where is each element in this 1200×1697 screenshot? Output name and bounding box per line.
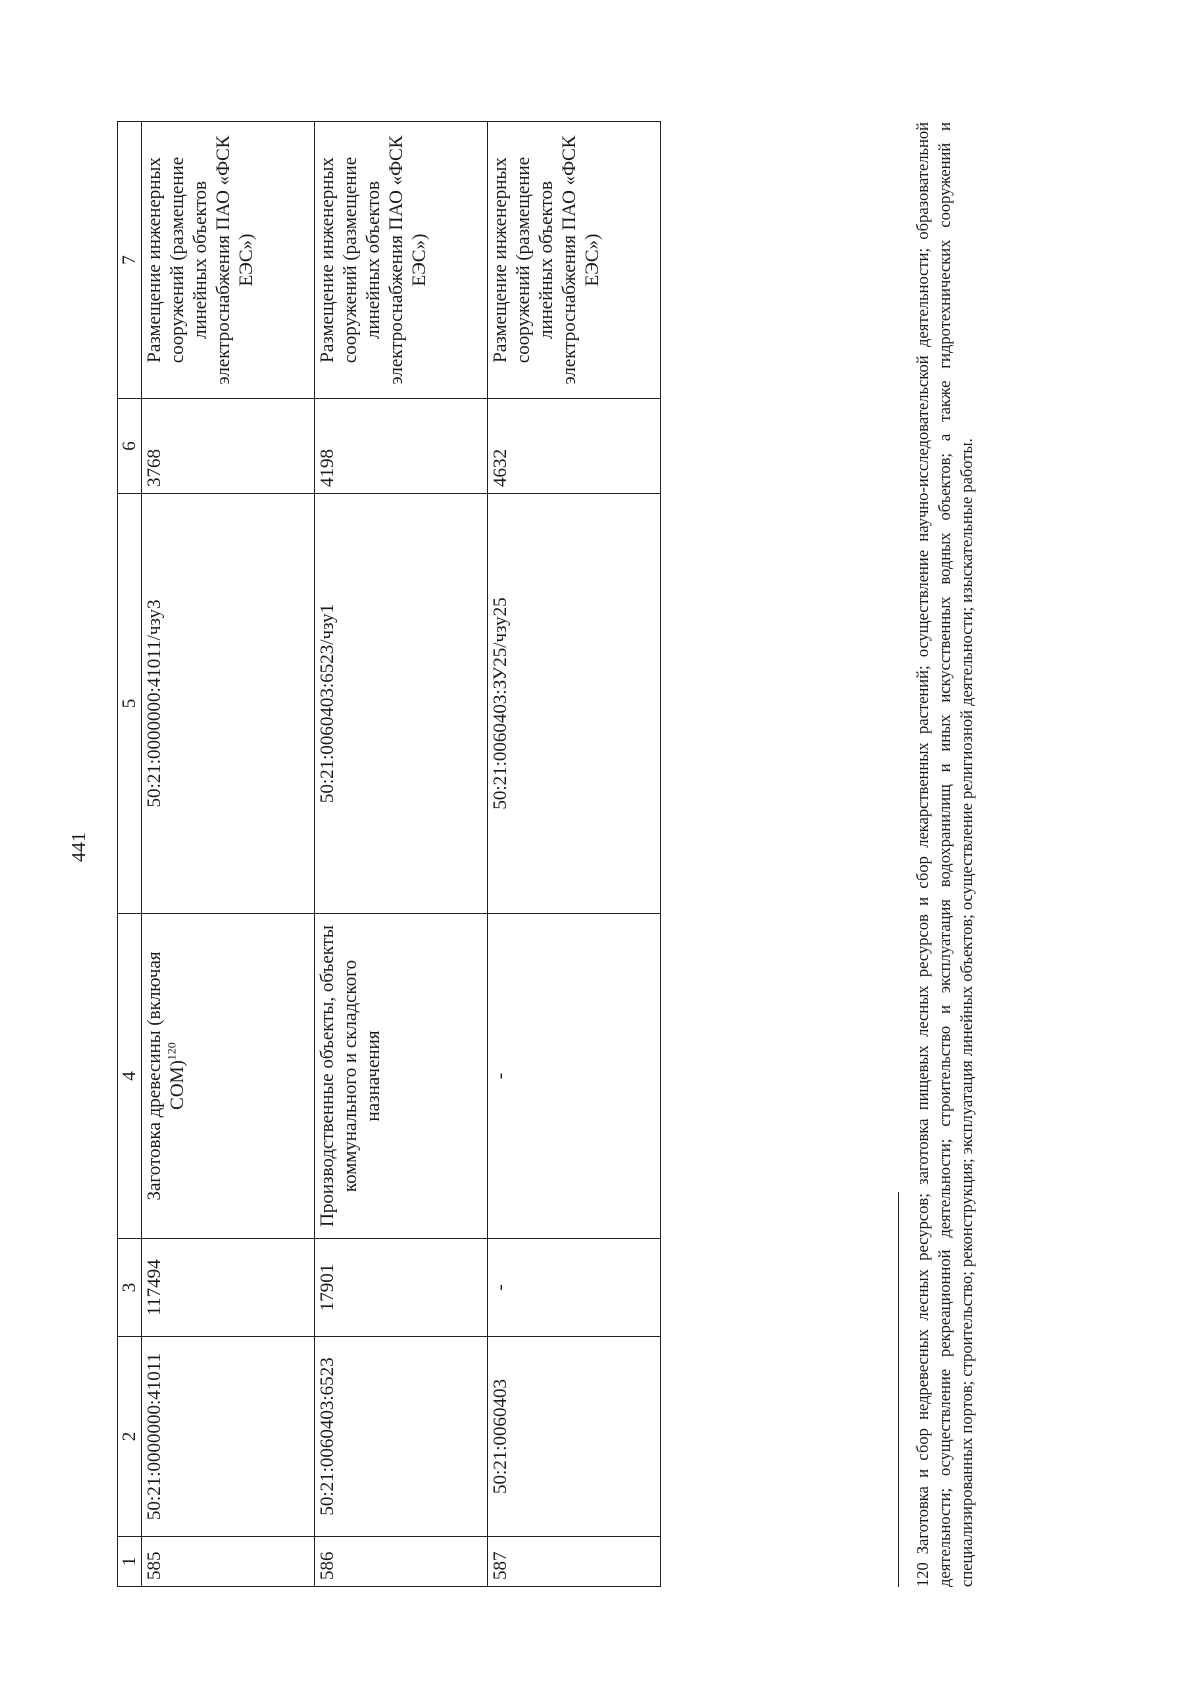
table-row — [488, 122, 661, 1587]
col-header-3: 3 — [118, 1239, 142, 1337]
col-header-5: 5 — [118, 494, 142, 914]
page-number: 441 — [68, 832, 90, 862]
plot-area: - — [488, 1239, 661, 1337]
row-number: 587 — [488, 1537, 661, 1587]
col-header-7: 7 — [118, 122, 142, 399]
land-plots-table — [117, 121, 661, 1587]
table-row — [315, 122, 488, 1587]
cadastral-number: 50:21:0060403:6523 — [315, 1337, 488, 1537]
zone-id: 50:21:0000000:41011/чзу3 — [142, 494, 315, 914]
permitted-use — [488, 914, 661, 1239]
table-header-row — [118, 122, 142, 1587]
col-header-2: 2 — [118, 1337, 142, 1537]
footnote-mark: 120 — [913, 1562, 932, 1587]
row-number: 586 — [315, 1537, 488, 1587]
permitted-use-text: Производственные объекты, объекты коммунального и складского назначения — [317, 925, 384, 1227]
col-header-4: 4 — [118, 914, 142, 1239]
zone-area: 4198 — [315, 399, 488, 494]
footnote-ref: 120 — [164, 1042, 179, 1061]
plot-area: 117494 — [142, 1239, 315, 1337]
cadastral-number: 50:21:0060403 — [488, 1337, 661, 1537]
zone-id: 50:21:0060403:6523/чзу1 — [315, 494, 488, 914]
zone-purpose: Размещение инженерных сооружений (размещение линейных объектов электроснабжения ПАО «ФСК ЕЭС») — [142, 122, 315, 399]
permitted-use-text: Заготовка древесины (включая СОМ) — [144, 951, 188, 1201]
footnote — [912, 122, 978, 1587]
permitted-use — [142, 914, 315, 1239]
permitted-use-text: - — [490, 1072, 511, 1080]
footnote-separator — [898, 1192, 899, 1587]
zone-purpose: Размещение инженерных сооружений (размещение линейных объектов электроснабжения ПАО «ФСК ЕЭС») — [488, 122, 661, 399]
table-row — [142, 122, 315, 1587]
permitted-use — [315, 914, 488, 1239]
cadastral-number: 50:21:0000000:41011 — [142, 1337, 315, 1537]
zone-id: 50:21:0060403:ЗУ25/чзу25 — [488, 494, 661, 914]
col-header-1: 1 — [118, 1537, 142, 1587]
footnote-text: Заготовка и сбор недревесных лесных ресурсов; заготовка пищевых лесных ресурсов и сбор лекарственных растений; осуществление научно-исследовательской деятельности; образовательной деятельности; осуществление рекреационной деятельности; строительство и эксплуатация водохранилищ и иных искусственных водных объектов; а также гидротехнических сооружений и специализированных портов; строительство; реконструкция; эксплуатация линейных объектов; осуществление религиозной деятельности; изыскательные работы. — [913, 122, 976, 1587]
zone-area: 4632 — [488, 399, 661, 494]
col-header-6: 6 — [118, 399, 142, 494]
zone-purpose: Размещение инженерных сооружений (размещение линейных объектов электроснабжения ПАО «ФСК ЕЭС») — [315, 122, 488, 399]
zone-area: 3768 — [142, 399, 315, 494]
row-number: 585 — [142, 1537, 315, 1587]
plot-area: 17901 — [315, 1239, 488, 1337]
